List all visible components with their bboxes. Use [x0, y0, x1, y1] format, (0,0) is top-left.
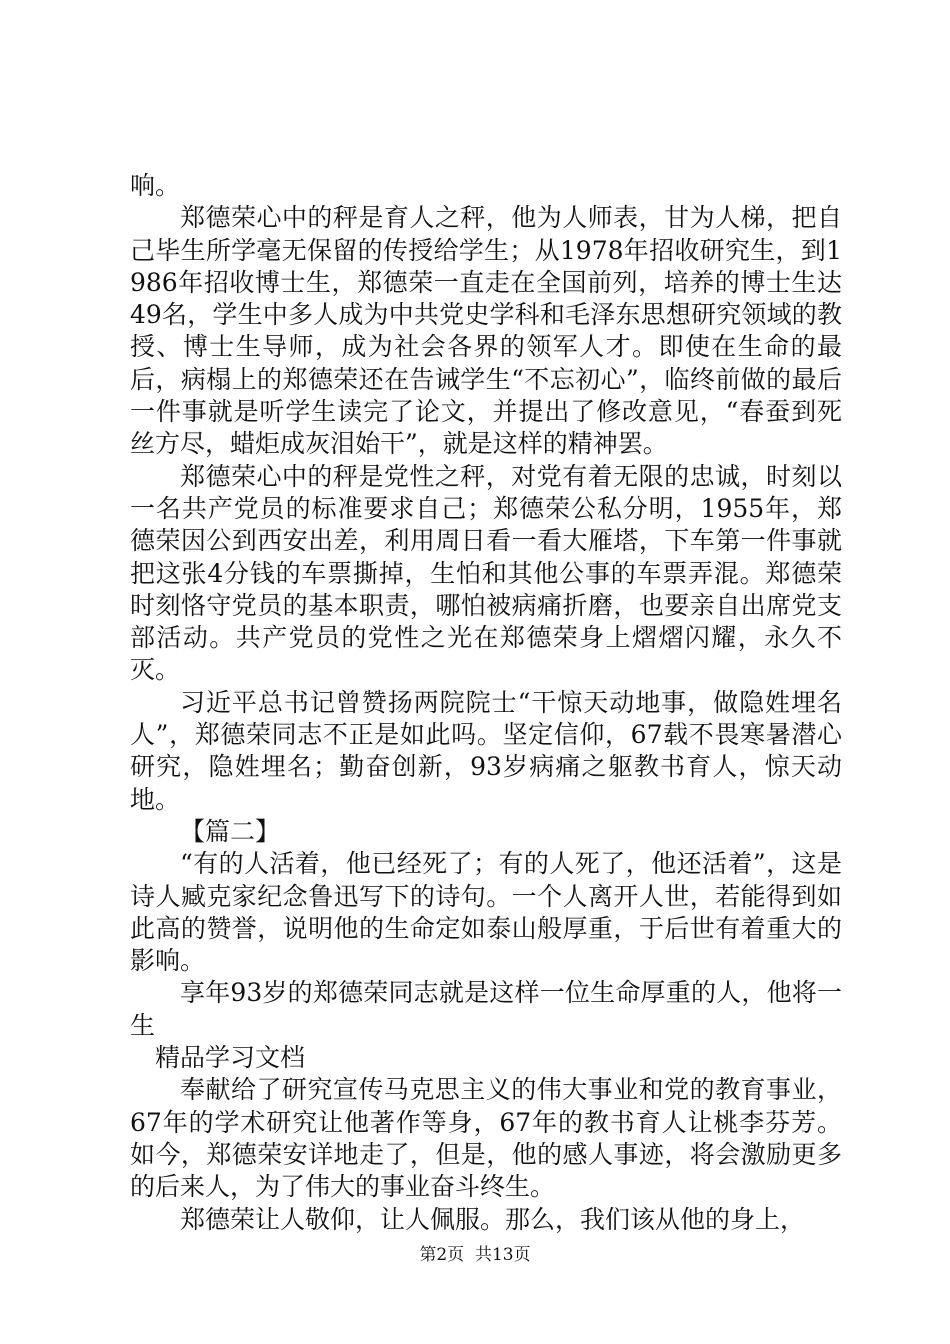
- paragraph-lifetime: 享年93岁的郑德荣同志就是这样一位生命厚重的人，他将一生: [130, 978, 842, 1040]
- paragraph-nurturing-scale: 郑德荣心中的秤是育人之秤，他为人师表，甘为人梯，把自己毕生所学毫无保留的传授给学生；从1978年招收研究生，到1986年招收博士生，郑德荣一直走在全国前列，培养的博士生达49名，学生中多人成为中共党史学科和毛泽东思想研究领域的教授、博士生导师，成为社会各界的领军人才。即使在生命的最后，病榻上的郑德荣还在告诫学生“不忘初心”，临终前做的最后一件事就是听学生读完了论文，并提出了修改意见，“春蚕到死丝方尽，蜡炬成灰泪始干”，就是这样的精神罢。: [130, 203, 842, 459]
- section-heading: 【篇二】: [180, 816, 281, 846]
- paragraph-admiration: 郑德荣让人敬仰，让人佩服。那么，我们该从他的身上，: [180, 1204, 806, 1234]
- page-number-label: 第2页 共13页: [419, 1245, 531, 1265]
- running-header: 精品学习文档: [155, 1043, 306, 1073]
- paragraph-xi-praise: 习近平总书记曾赞扬两院院士“干惊天动地事，做隐姓埋名人”，郑德荣同志不正是如此吗。坚定信仰，67载不畏寒暑潜心研究，隐姓埋名；勤奋创新，93岁病痛之躯教书育人，惊天动地。: [130, 687, 842, 814]
- paragraph-dedication: 奉献给了研究宣传马克思主义的伟大事业和党的教育事业，67年的学术研究让他著作等身，67年的教书育人让桃李芬芳。如今，郑德荣安详地走了，但是，他的感人事迹，将会激励更多的后来人，为了伟大的事业奋斗终生。: [130, 1075, 842, 1202]
- lead-line: 响。: [130, 171, 181, 200]
- page-footer: [0, 1244, 950, 1266]
- paragraph-poem-quote: “有的人活着，他已经死了；有的人死了，他还活着”，这是诗人臧克家纪念鲁迅写下的诗句。一个人离开人世，若能得到如此高的赞誉，说明他的生命定如泰山般厚重，于后世有着重大的影响。: [130, 849, 842, 976]
- document-body: [130, 170, 842, 1236]
- paragraph-party-scale: 郑德荣心中的秤是党性之秤，对党有着无限的忠诚，时刻以一名共产党员的标准要求自己；郑德荣公私分明，1955年，郑德荣因公到西安出差，利用周日看一看大雁塔，下车第一件事就把这张4分钱的车票撕掉，生怕和其他公事的车票弄混。郑德荣时刻恪守党员的基本职责，哪怕被病痛折磨，也要亲自出席党支部活动。共产党员的党性之光在郑德荣身上熠熠闪耀，永久不灭。: [130, 461, 842, 685]
